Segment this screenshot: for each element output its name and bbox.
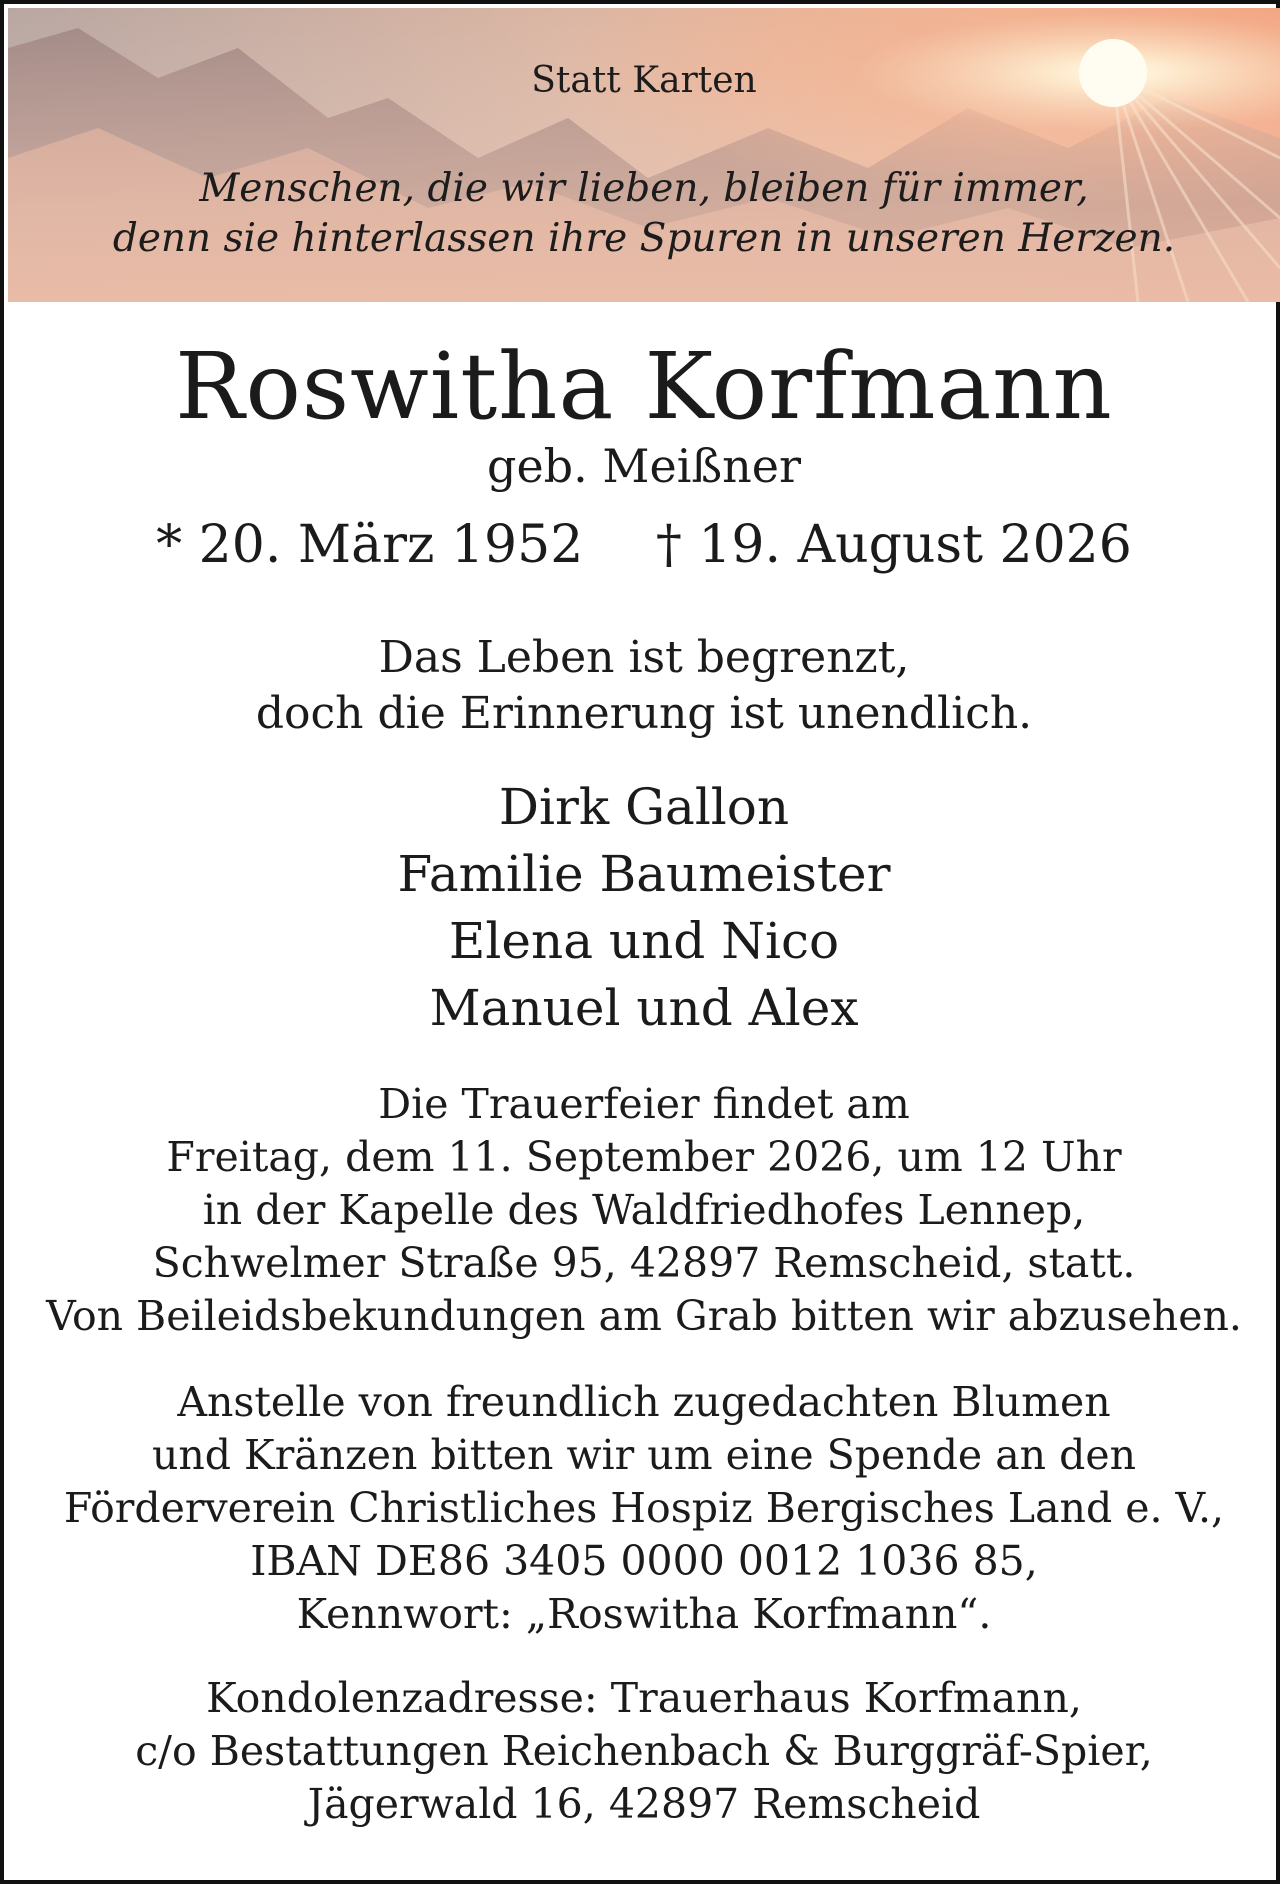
donation-line: Anstelle von freundlich zugedachten Blumen [177, 1378, 1111, 1426]
motto-line: denn sie hinterlassen ihre Spuren in unseren Herzen. [112, 216, 1176, 261]
condolence-line: Jägerwald 16, 42897 Remscheid [307, 1780, 981, 1828]
donation-line: IBAN DE86 3405 0000 0012 1036 85, [250, 1537, 1038, 1585]
donation-line: und Kränzen bitten wir um eine Spende an den [151, 1431, 1137, 1479]
life-dates [4, 512, 1280, 578]
statt-karten-heading: Statt Karten [531, 60, 757, 101]
memorial-motto [8, 164, 1280, 264]
service-line: Schwelmer Straße 95, 42897 Remscheid, statt. [152, 1239, 1136, 1287]
birth-date: * 20. März 1952 [156, 515, 584, 575]
maiden-name: geb. Meißner [487, 439, 801, 493]
funeral-service-info [4, 1078, 1280, 1343]
deceased-name: Roswitha Korfmann [175, 333, 1113, 440]
death-date: † 19. August 2026 [655, 515, 1132, 575]
condolence-line: Kondolenzadresse: Trauerhaus Korfmann, [206, 1674, 1082, 1722]
mourner-name: Dirk Gallon [498, 778, 790, 836]
quote-line: doch die Erinnerung ist unendlich. [255, 688, 1033, 739]
donation-line: Kennwort: „Roswitha Korfmann“. [296, 1590, 992, 1638]
quote-line: Das Leben ist begrenzt, [378, 632, 910, 683]
motto-line: Menschen, die wir lieben, bleiben für immer, [199, 166, 1089, 211]
memorial-quote [4, 630, 1280, 742]
condolence-address [4, 1672, 1280, 1831]
donation-line: Förderverein Christliches Hospiz Bergisches Land e. V., [63, 1484, 1225, 1532]
donation-request [4, 1376, 1280, 1641]
service-line: Freitag, dem 11. September 2026, um 12 Uhr [166, 1133, 1122, 1181]
mourner-name: Manuel und Alex [429, 979, 859, 1037]
sunset-banner [8, 8, 1280, 302]
service-line: Von Beileidsbekundungen am Grab bitten wir abzusehen. [46, 1292, 1242, 1340]
service-line: in der Kapelle des Waldfriedhofes Lennep, [202, 1186, 1086, 1234]
condolence-line: c/o Bestattungen Reichenbach & Burggräf-Spier, [135, 1727, 1153, 1775]
service-line: Die Trauerfeier findet am [378, 1080, 910, 1128]
mourners-list [4, 774, 1280, 1042]
mourner-name: Familie Baumeister [397, 845, 891, 903]
mourner-name: Elena und Nico [448, 912, 840, 970]
